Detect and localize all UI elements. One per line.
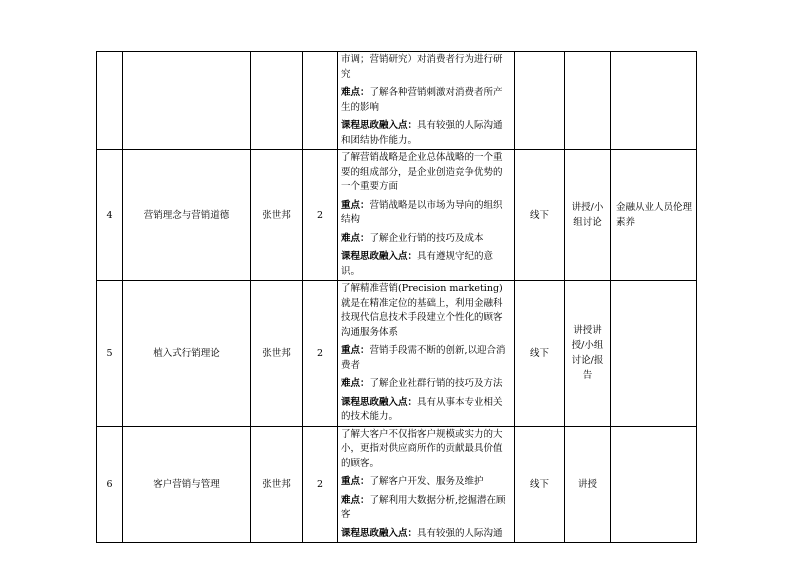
content-text: 了解利用大数据分析,挖掘潜在顾客	[341, 494, 506, 520]
teaching-content-cell	[338, 281, 515, 427]
content-label: 课程思政融入点：	[341, 251, 418, 262]
content-text: 了解客户开发、服务及维护	[369, 476, 484, 487]
content-text: 营销手段需不断的创新,以迎合消费者	[341, 345, 506, 371]
content-paragraph	[341, 377, 511, 392]
ideology-cell	[611, 52, 697, 150]
method-text: 讲授/小组讨论	[571, 202, 604, 228]
content-paragraph	[341, 119, 511, 148]
method-cell	[565, 281, 611, 427]
content-paragraph	[341, 232, 511, 247]
content-text: 了解大客户不仅指客户规模或实力的大小，更指对供应商所作的贡献最具价值的顾客。	[341, 428, 503, 469]
mode-cell: 线下	[515, 281, 565, 427]
content-text: 了解营销战略是企业总体战略的一个重要的组成部分，是企业创造竞争优势的一个重要方面	[341, 152, 503, 192]
hours-cell	[303, 52, 338, 150]
content-label: 难点：	[341, 494, 370, 506]
content-text: 了解精准营销(Precision marketing)就是在精准定位的基础上，利用金融科技现代信息技术手段建立个性化的顾客沟通服务体系	[341, 283, 503, 338]
row-number-cell: 6	[97, 426, 123, 543]
hours-cell: 2	[303, 150, 338, 281]
method-text: 讲授讲授/小组讨论/报告	[571, 325, 604, 382]
chapter-title-cell: 客户营销与管理	[123, 426, 251, 543]
teaching-content-cell	[338, 426, 515, 543]
content-paragraph	[341, 344, 511, 373]
method-cell	[565, 150, 611, 281]
content-paragraph	[341, 428, 511, 472]
content-paragraph	[341, 282, 511, 340]
content-paragraph	[341, 53, 511, 82]
content-paragraph	[341, 250, 511, 279]
content-label: 重点：	[341, 476, 370, 487]
content-paragraph	[341, 396, 511, 425]
content-paragraph	[341, 527, 511, 542]
chapter-title-cell	[123, 52, 251, 150]
content-text: 具有较强的人际沟通和团结协作能力。	[341, 120, 503, 146]
content-label: 课程思政融入点：	[341, 120, 418, 131]
content-label: 难点：	[341, 87, 370, 98]
teaching-content-cell	[338, 150, 515, 281]
table-row	[97, 281, 697, 427]
content-text: 营销战略是以市场为导向的组织结构	[341, 199, 503, 225]
row-number-cell: 5	[97, 281, 123, 427]
table-body	[97, 52, 697, 543]
content-text: 具有较强的人际沟通	[417, 527, 503, 539]
content-paragraph	[341, 494, 511, 523]
content-text: 具有从事本专业相关的技术能力。	[341, 396, 503, 422]
method-cell	[565, 52, 611, 150]
hours-cell: 2	[303, 426, 338, 543]
content-text: 了解企业社群行销的技巧及方法	[369, 378, 503, 389]
content-label: 重点：	[341, 199, 370, 211]
method-cell	[565, 426, 611, 543]
teacher-cell: 张世邦	[251, 150, 303, 281]
row-number-cell	[97, 52, 123, 150]
chapter-title-cell: 营销理念与营销道德	[123, 150, 251, 281]
method-text: 讲授	[577, 478, 597, 490]
table-row	[97, 150, 697, 281]
teacher-cell	[251, 52, 303, 150]
table-row	[97, 426, 697, 543]
content-paragraph	[341, 475, 511, 490]
content-label: 重点：	[341, 345, 370, 356]
ideology-cell	[611, 281, 697, 427]
content-paragraph	[341, 151, 511, 195]
row-number-cell: 4	[97, 150, 123, 281]
course-schedule-table	[96, 51, 697, 543]
table-row	[97, 52, 697, 150]
mode-cell: 线下	[515, 426, 565, 543]
mode-cell: 线下	[515, 150, 565, 281]
mode-cell	[515, 52, 565, 150]
teacher-cell: 张世邦	[251, 281, 303, 427]
ideology-cell: 金融从业人员伦理素养	[611, 150, 697, 281]
content-label: 难点：	[341, 378, 370, 389]
content-text: 具有遵规守纪的意识。	[341, 251, 494, 277]
content-text: 了解各种营销刺激对消费者所产生的影响	[341, 87, 503, 113]
content-text: 了解企业行销的技巧及成本	[369, 232, 484, 244]
content-paragraph	[341, 86, 511, 115]
teacher-cell: 张世邦	[251, 426, 303, 543]
content-paragraph	[341, 199, 511, 228]
content-label: 难点：	[341, 232, 370, 244]
hours-cell: 2	[303, 281, 338, 427]
content-label: 课程思政融入点：	[341, 396, 418, 408]
teaching-content-cell	[338, 52, 515, 150]
content-label: 课程思政融入点：	[341, 527, 418, 539]
chapter-title-cell: 植入式行销理论	[123, 281, 251, 427]
content-text: 市调；营销研究）对消费者行为进行研究	[341, 54, 503, 80]
ideology-cell	[611, 426, 697, 543]
